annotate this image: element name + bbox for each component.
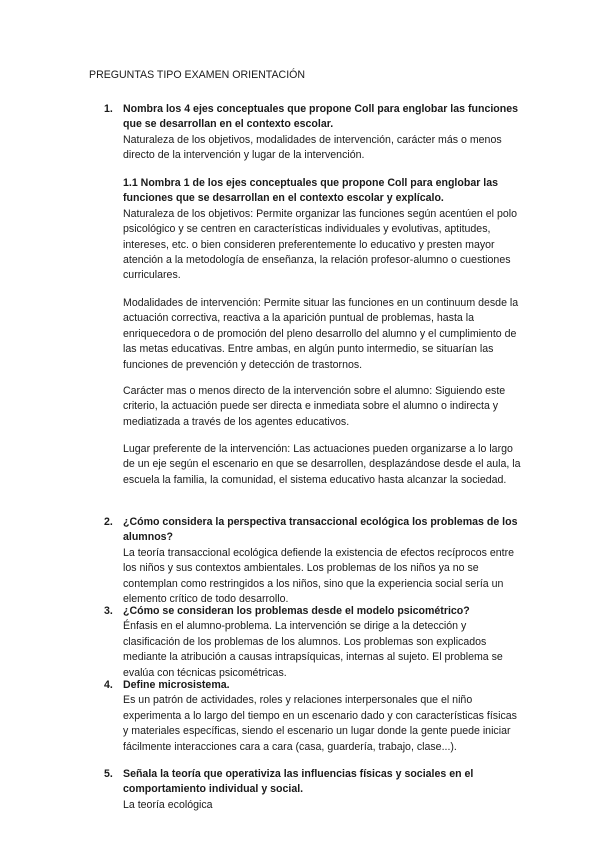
question-answer: Naturaleza de los objetivos, modalidades de intervención, carácter más o menos directo de la intervención y lugar de la intervención.: [123, 133, 502, 162]
question-number: 4.: [104, 679, 113, 691]
document-title: PREGUNTAS TIPO EXAMEN ORIENTACIÓN: [89, 69, 306, 81]
sub-question-answer: Naturaleza de los objetivos: Permite organizar las funciones según acentúen el polo psicológico y se centren en características individuales y evolutivas, aptitudes, intereses, etc. o bien consideren preferentemente lo educativo y presten mayor atención a la metodología de enseñanza, la relación profesor-alumno o cuestiones curriculares.: [123, 207, 517, 282]
question-number: 5.: [104, 768, 113, 780]
question-4: [104, 678, 524, 755]
question-5: [104, 767, 524, 813]
question-answer: La teoría ecológica: [123, 798, 213, 811]
question-heading: Señala la teoría que operativiza las influencias físicas y sociales en el comportamiento individual y social.: [123, 768, 474, 796]
sub-question-1-1: [123, 176, 523, 284]
question-number: 2.: [104, 516, 113, 528]
question-answer: Énfasis en el alumno-problema. La intervención se dirige a la detección y clasificación de los problemas de los alumnos. Los problemas son explicados mediante la atribución a causas intrapsíquicas, internas al sujeto. El problema se evalúa con técnicas psicométricas.: [123, 620, 503, 679]
question-answer: Es un patrón de actividades, roles y relaciones interpersonales que el niño experimenta a lo largo del tiempo en un escenario dado y con características físicas y materiales específicas, siendo el escenario un lugar donde la gente puede iniciar fácilmente interacciones cara a cara (casa, guardería, trabajo, clase...).: [123, 694, 517, 753]
question-heading: ¿Cómo considera la perspectiva transaccional ecológica los problemas de los alumnos?: [123, 516, 518, 544]
question-heading: ¿Cómo se consideran los problemas desde el modelo psicométrico?: [123, 605, 470, 617]
question-answer: La teoría transaccional ecológica defiende la existencia de efectos recíprocos entre los niños y sus contextos ambientales. Los problemas de los niños ya no se contemplan como restringidos a los niños, sino que la experiencia social sería un elemento crítico de todo desarrollo.: [123, 546, 515, 606]
paragraph-lugar: Lugar preferente de la intervención: Las actuaciones pueden organizarse a lo largo de un eje según el escenario en que se desarrollen, desplazándose desde el aula, la escuela la familia, la comunidad, el sistema educativo hasta alcanzar la sociedad.: [123, 443, 521, 486]
question-2: [104, 515, 524, 607]
sub-question-heading: 1.1 Nombra 1 de los ejes conceptuales que propone Coll para englobar las funciones que se desarrollan en el contexto escolar y explícalo.: [123, 177, 499, 205]
question-1: [104, 102, 524, 164]
question-number: 3.: [104, 605, 113, 617]
question-3: [104, 604, 524, 681]
question-number: 1.: [104, 103, 113, 115]
question-heading: Nombra los 4 ejes conceptuales que propone Coll para englobar las funciones que se desarrollan en el contexto escolar.: [123, 103, 519, 131]
paragraph-modalidades: Modalidades de intervención: Permite situar las funciones en un continuum desde la actuación correctiva, reactiva a la aparición puntual de problemas, hasta la enriquecedora o de promoción del pleno desarrollo del alumno y el cumplimiento de las metas educativas. Entre ambas, en algún punto intermedio, se situarían las funciones de prevención y detección de trastornos.: [123, 297, 519, 371]
question-heading: Define microsistema.: [123, 679, 230, 691]
paragraph-caracter: Carácter mas o menos directo de la intervención sobre el alumno: Siguiendo este criterio, la actuación puede ser directa e inmediata sobre el alumno o indirecta y mediatizada a través de los agentes educativos.: [123, 385, 506, 428]
